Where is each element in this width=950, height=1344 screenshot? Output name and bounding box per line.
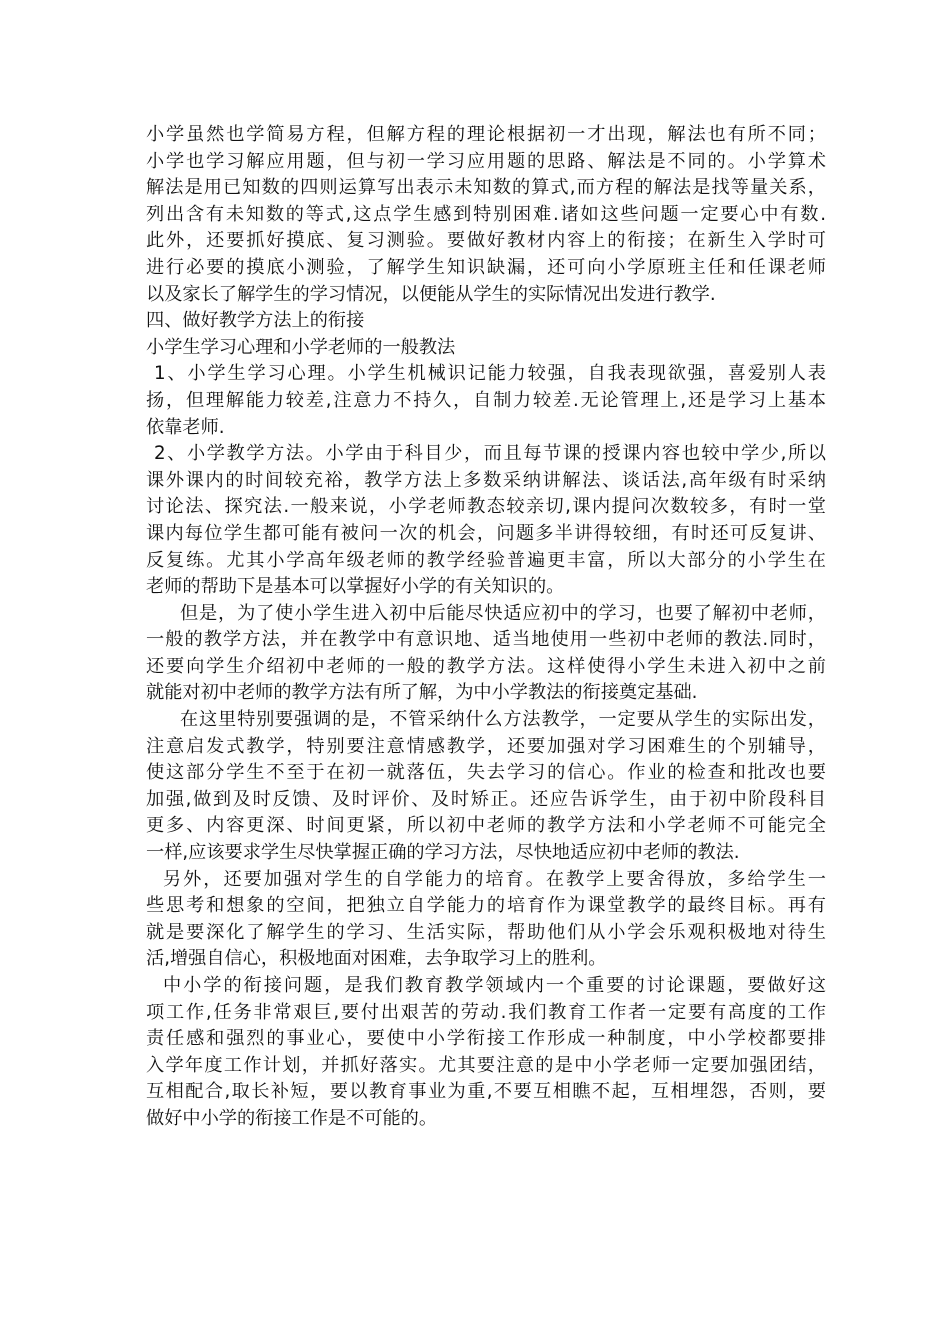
text-line: 互相配合,取长补短，要以教育事业为重,不要互相瞧不起，互相埋怨，否则，要 <box>146 1081 826 1103</box>
text-line: 课内每位学生都可能有被问一次的机会，问题多半讲得较细，有时还可反复讲、 <box>146 522 826 544</box>
text-line: 1、小学生学习心理。小学生机械识记能力较强，自我表现欲强，喜爱别人表 <box>154 363 826 385</box>
text-line: 使这部分学生不至于在初一就落伍，失去学习的信心。作业的检查和批改也要 <box>146 762 826 784</box>
text-line: 列出含有未知数的等式,这点学生感到特别困难.诸如这些问题一定要心中有数. <box>146 203 826 225</box>
text-line: 在这里特别要强调的是，不管采纳什么方法教学，一定要从学生的实际出发， <box>180 709 826 731</box>
text-line: 还要向学生介绍初中老师的一般的教学方法。这样使得小学生未进入初中之前 <box>146 655 826 677</box>
text-line: 解法是用已知数的四则运算写出表示未知数的算式,而方程的解法是找等量关系， <box>146 177 826 199</box>
text-line: 中小学的衔接问题，是我们教育教学领域内一个重要的讨论课题，要做好这 <box>163 975 826 996</box>
text-line: 2、小学教学方法。小学由于科目少，而且每节课的授课内容也较中学少,所以 <box>154 443 826 465</box>
text-line: 一样,应该要求学生尽快掌握正确的学习方法，尽快地适应初中老师的教法. <box>146 842 740 864</box>
text-line: 进行必要的摸底小测验，了解学生知识缺漏，还可向小学原班主任和任课老师 <box>146 256 826 278</box>
text-line: 就能对初中老师的教学方法有所了解，为中小学教法的衔接奠定基础. <box>146 682 698 704</box>
text-line: 责任感和强烈的事业心，要使中小学衔接工作形成一种制度，中小学校都要排 <box>146 1028 826 1050</box>
text-line: 小学也学习解应用题，但与初一学习应用题的思路、解法是不同的。小学算术 <box>146 150 826 172</box>
subsection-heading: 小学生学习心理和小学老师的一般教法 <box>146 336 456 358</box>
section-heading: 四、做好教学方法上的衔接 <box>146 310 365 332</box>
text-line: 活,增强自信心，积极地面对困难，去争取学习上的胜利。 <box>146 948 607 970</box>
text-line: 做好中小学的衔接工作是不可能的。 <box>146 1107 438 1129</box>
text-line: 此外，还要抓好摸底、复习测验。要做好教材内容上的衔接；在新生入学时可 <box>146 230 826 252</box>
text-line: 就是要深化了解学生的学习、生活实际，帮助他们从小学会乐观积极地对待生 <box>146 921 826 943</box>
text-line: 反复练。尤其小学高年级老师的教学经验普遍更丰富，所以大部分的小学生在 <box>146 549 826 571</box>
text-line: 老师的帮助下是基本可以掌握好小学的有关知识的。 <box>146 576 565 598</box>
text-line: 入学年度工作计划，并抓好落实。尤其要注意的是中小学老师一定要加强团结， <box>146 1054 826 1076</box>
text-line: 讨论法、探究法.一般来说，小学老师教态较亲切,课内提问次数较多，有时一堂 <box>146 496 826 518</box>
text-line: 扬，但理解能力较差,注意力不持久，自制力较差.无论管理上,还是学习上基本 <box>146 389 826 411</box>
text-line: 项工作,任务非常艰巨,要付出艰苦的劳动.我们教育工作者一定要有高度的工作 <box>146 1001 826 1023</box>
text-line: 更多、内容更深、时间更紧，所以初中老师的教学方法和小学老师不可能完全 <box>146 815 826 837</box>
text-line: 依靠老师. <box>146 416 225 438</box>
text-line: 些思考和想象的空间，把独立自学能力的培育作为课堂教学的最终目标。再有 <box>146 895 826 917</box>
text-line: 另外，还要加强对学生的自学能力的培育。在教学上要舍得放，多给学生一 <box>163 868 826 890</box>
text-line: 课外课内的时间较充裕，教学方法上多数采纳讲解法、谈话法,高年级有时采纳 <box>146 469 826 491</box>
document-body <box>146 122 826 1133</box>
text-line: 小学虽然也学简易方程，但解方程的理论根据初一才出现，解法也有所不同； <box>146 124 826 145</box>
text-line: 加强,做到及时反馈、及时评价、及时矫正。还应告诉学生，由于初中阶段科目 <box>146 788 826 810</box>
text-line: 但是，为了使小学生进入初中后能尽快适应初中的学习，也要了解初中老师， <box>180 602 826 624</box>
text-line: 注意启发式教学，特别要注意情感教学，还要加强对学习困难生的个别辅导， <box>146 735 826 757</box>
text-line: 一般的教学方法，并在教学中有意识地、适当地使用一些初中老师的教法.同时， <box>146 629 826 651</box>
text-line: 以及家长了解学生的学习情况，以便能从学生的实际情况出发进行教学. <box>146 283 716 305</box>
